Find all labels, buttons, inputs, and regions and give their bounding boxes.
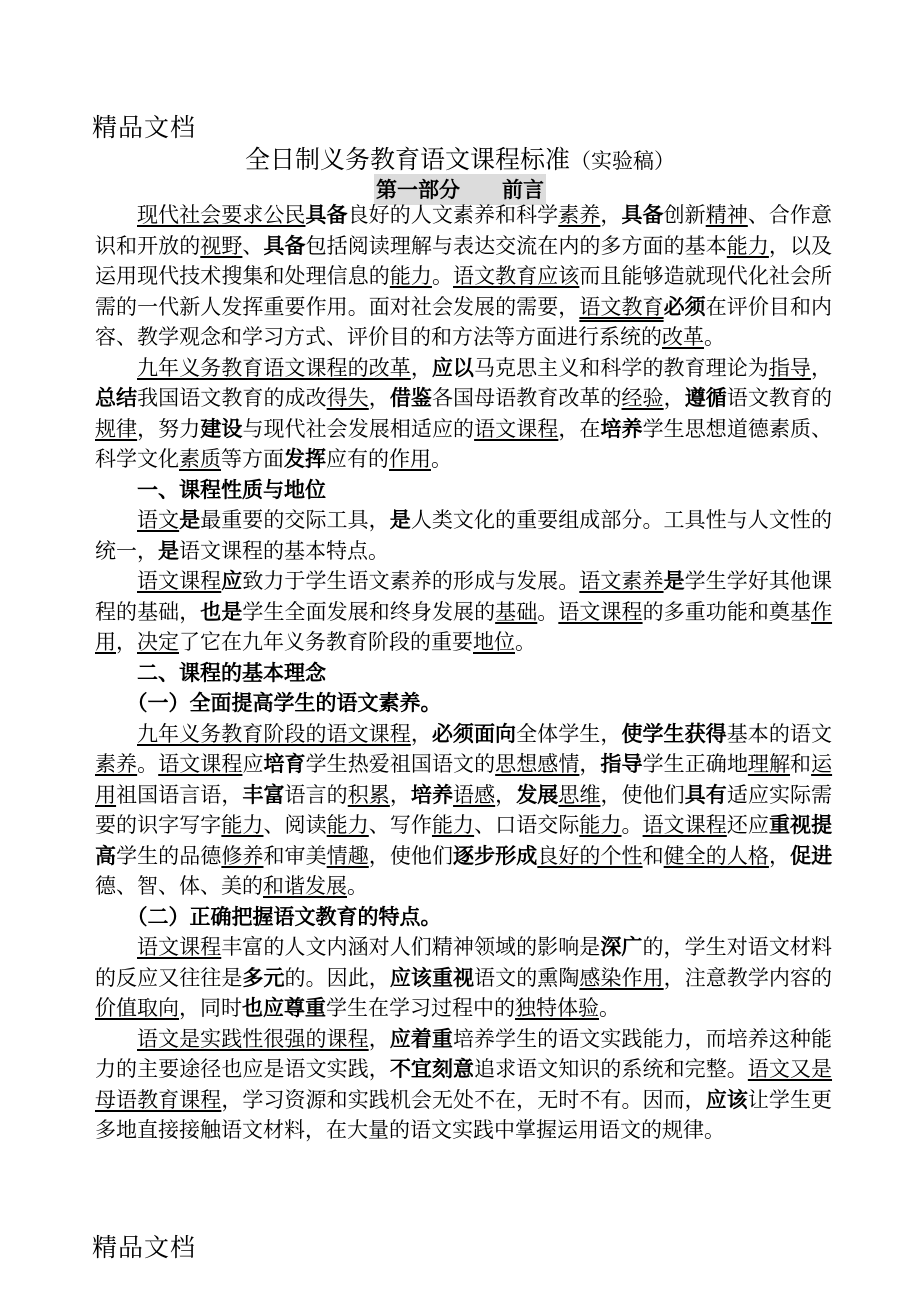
text-run: 最重要的交际工具， xyxy=(200,508,390,532)
text-run: 在评价目和内容、教学观念和学习方式、评价目的和方法等方面进行系统的 xyxy=(95,294,833,349)
emphasis-text: 是 xyxy=(389,507,411,532)
underlined-text: 思维 xyxy=(558,782,601,807)
emphasis-text: 培育 xyxy=(263,751,306,776)
document-body xyxy=(95,200,832,1146)
emphasis-text: 重视提高 xyxy=(95,812,833,868)
emphasis-text: 多元 xyxy=(242,964,285,990)
text-run: ，使他们 xyxy=(368,843,454,868)
underlined-text: 思想感情 xyxy=(495,752,580,776)
watermark-bottom: 精品文档 xyxy=(92,1233,197,1262)
text-run: 。 xyxy=(537,599,559,624)
text-run: 的。因此， xyxy=(284,965,390,990)
underlined-text: 能力 xyxy=(431,813,475,837)
underlined-text: 九年义务教育语文课程的改革 xyxy=(137,355,411,380)
underlined-text: 精神 xyxy=(705,203,748,227)
text-run: 让学生更多地直接接触语文材料，在大量的语文实践中掌握运用语文的规律。 xyxy=(95,1087,833,1142)
text-run: 培养学生的语文实践能力，而培养这种能力的主要途径也应是语文实践， xyxy=(95,1026,832,1081)
paragraph xyxy=(95,719,832,902)
emphasis-text: 借鉴 xyxy=(389,385,432,410)
underlined-text: 素养 xyxy=(95,752,138,776)
underlined-text: 语文课程 xyxy=(642,813,727,837)
underlined-text: 情趣 xyxy=(326,843,369,868)
text-run: ，同时 xyxy=(179,996,242,1020)
underlined-text: 语文 xyxy=(137,508,180,532)
emphasis-text: 应以 xyxy=(431,354,474,380)
text-run: 学生正确地 xyxy=(642,752,748,776)
underlined-text: 基础 xyxy=(495,599,538,624)
underlined-text: 能力 xyxy=(726,233,769,258)
text-run: 。 xyxy=(431,264,454,288)
underlined-text: 经验 xyxy=(621,386,664,410)
underlined-text: 现代社会要求公民 xyxy=(137,203,306,227)
underlined-text: 能力 xyxy=(326,813,369,837)
underlined-text: 得失 xyxy=(326,386,369,410)
text-run: ， xyxy=(410,355,432,380)
underlined-text: 语感 xyxy=(453,782,496,807)
underlined-text: 积累 xyxy=(347,782,390,807)
text-run: 。 xyxy=(599,996,620,1020)
text-run: 追求语文知识的系统和完整。 xyxy=(474,1057,748,1081)
text-run: 、口语交际 xyxy=(474,813,580,837)
text-run: ， xyxy=(600,203,622,227)
text-run: ， xyxy=(368,1026,390,1051)
underlined-text: 语文教育应该 xyxy=(453,264,580,288)
text-run: 。 xyxy=(431,447,452,471)
emphasis-text: 培养 xyxy=(600,415,643,441)
paragraph xyxy=(95,932,832,1024)
text-run: ， xyxy=(768,843,791,868)
section-heading: 二、课程的基本理念 xyxy=(137,659,326,685)
underlined-text: 作用 xyxy=(389,447,431,471)
title-sub: （实验稿） xyxy=(570,149,675,173)
text-run: ，在 xyxy=(558,416,601,441)
text-run: 学生热爱祖国语文的 xyxy=(305,752,496,776)
underlined-text: 素质 xyxy=(179,447,221,471)
text-run: 学生思想道德素质、科学文化 xyxy=(95,416,833,471)
emphasis-text: 遵循 xyxy=(684,385,727,410)
text-run: 。 xyxy=(347,874,368,898)
text-run: 语文课程的基本特点。 xyxy=(179,538,389,563)
text-run: ， xyxy=(811,355,832,380)
underlined-text: 语文课程 xyxy=(137,935,222,959)
text-run: ，注意教学内容的 xyxy=(663,965,833,990)
text-run: 各国母语教育改革的 xyxy=(431,386,622,410)
emphasis-text: 逐步形成 xyxy=(453,842,538,868)
text-run: 学生的品德 xyxy=(116,843,222,868)
underlined-text: 语文素养 xyxy=(579,569,664,593)
emphasis-text: 发挥 xyxy=(284,446,326,471)
underlined-text: 独特体验 xyxy=(515,996,599,1020)
text-run: 良好的人文素养和科学 xyxy=(347,203,559,227)
text-run: ，学习资源和实践机会无处不在，无时不有。因而， xyxy=(221,1087,706,1112)
underlined-text: 语文是实践性很强的课程 xyxy=(137,1026,369,1051)
text-run: ， xyxy=(663,386,685,410)
underlined-text: 语文课程 xyxy=(474,416,559,441)
emphasis-text: 应 xyxy=(221,568,243,593)
underlined-text: 价值取向 xyxy=(95,996,179,1020)
text-run: ，使他们 xyxy=(600,782,685,807)
paragraph xyxy=(95,200,832,353)
text-run: 和审美 xyxy=(263,843,327,868)
text-run: ， xyxy=(389,782,411,807)
underlined-text: 语文课程 xyxy=(158,752,243,776)
underlined-text: 视野 xyxy=(200,233,243,258)
emphasis-text: 总结 xyxy=(95,385,138,410)
text-run: 、阅读 xyxy=(263,813,327,837)
underlined-text: 作用 xyxy=(95,599,833,654)
text-run: 我国语文教育的成改 xyxy=(137,386,327,410)
underlined-text: 语文又是母语教育课程 xyxy=(95,1057,833,1112)
emphasis-text: 指导 xyxy=(600,751,643,776)
emphasis-text: 应着重 xyxy=(389,1025,453,1051)
text-run: ， xyxy=(368,386,390,410)
emphasis-text: 促进 xyxy=(790,842,833,868)
underlined-text: 改革 xyxy=(662,325,704,349)
underlined-text: 修养 xyxy=(221,843,264,868)
text-run: 与现代社会发展相适应的 xyxy=(242,416,475,441)
subsection-heading: （一）全面提高学生的语文素养。 xyxy=(126,690,442,715)
paragraph xyxy=(95,566,832,658)
underlined-text: 运用 xyxy=(95,752,833,807)
paragraph xyxy=(95,1024,832,1146)
text-run: 学生全面发展和终身发展的 xyxy=(242,599,496,624)
paragraph xyxy=(95,353,832,475)
text-run: 、 xyxy=(242,233,264,258)
underlined-text: 能力 xyxy=(221,813,264,837)
emphasis-text: 使学生获得 xyxy=(621,720,727,746)
emphasis-text: 是 xyxy=(158,537,179,563)
text-run: ，以及运用现代技术搜集和处理信息的 xyxy=(95,233,833,288)
underlined-text: 决定 xyxy=(137,630,179,654)
text-run: 而且能够造就现代化社会所需的一代新人发挥重要作用。面对社会发展的需要， xyxy=(95,264,833,319)
text-run: ， xyxy=(495,782,517,807)
emphasis-text: 也是 xyxy=(200,598,243,624)
text-run: ， xyxy=(116,630,137,654)
title-main: 全日制义务教育语文课程标准 xyxy=(244,145,570,174)
underlined-text: 规律 xyxy=(95,416,138,441)
text-run: ，努力 xyxy=(137,416,201,441)
emphasis-text: 必须 xyxy=(663,293,706,319)
text-run: 人类文化的重要组成部分。工具性与人文性的统一， xyxy=(95,508,832,563)
underlined-text: 九年义务教育阶段的语文课程 xyxy=(137,721,411,746)
text-run: 全体学生， xyxy=(516,721,622,746)
emphasis-text: 培养 xyxy=(410,781,454,807)
emphasis-text: 具备 xyxy=(263,232,306,258)
text-run: 学生在学习过程中的 xyxy=(326,996,515,1020)
underlined-text: 语文课程 xyxy=(558,599,643,624)
underlined-text: 能力 xyxy=(389,264,432,288)
underlined-text: 良好的个性 xyxy=(537,843,643,868)
underlined-text: 理解 xyxy=(747,752,791,776)
text-run: 基本的语文 xyxy=(726,721,832,746)
section-heading: 一、课程性质与地位 xyxy=(137,476,326,502)
text-run: 和 xyxy=(642,843,664,868)
underlined-text: 和谐发展 xyxy=(263,874,347,898)
text-run: 语文的熏陶 xyxy=(474,965,580,990)
text-run: 、合作意识和开放的 xyxy=(95,203,832,258)
underlined-text: 素养 xyxy=(558,203,601,227)
text-run: 。 xyxy=(137,752,159,776)
text-run: 还应 xyxy=(726,813,769,837)
text-run: 祖国语言语， xyxy=(116,782,243,807)
emphasis-text: 也应尊重 xyxy=(242,995,326,1020)
subsection-heading: （二）正确把握语文教育的特点。 xyxy=(126,903,442,929)
emphasis-text: 丰富 xyxy=(242,781,285,807)
text-run: 。 xyxy=(704,325,725,349)
text-run: 包括阅读理解与表达交流在内的多方面的基本 xyxy=(305,233,727,258)
underlined-text: 地位 xyxy=(473,630,515,654)
emphasis-text: 是 xyxy=(663,568,685,593)
text-run: 适应实际需要的识字写字 xyxy=(95,782,833,837)
text-run: 语文教育的 xyxy=(726,386,833,410)
text-run: 的多重功能和奠基 xyxy=(642,599,812,624)
text-run: 。 xyxy=(621,813,643,837)
text-run: 丰富的人文内涵对人们精神领域的影响是 xyxy=(221,935,601,959)
text-run: 致力于学生语文素养的形成与发展。 xyxy=(242,569,580,593)
text-run: 创新 xyxy=(663,203,706,227)
emphasis-text: 深广 xyxy=(600,934,643,959)
text-run: 马克思主义和科学的教育理论为 xyxy=(474,355,769,380)
watermark-top: 精品文档 xyxy=(92,113,197,142)
emphasis-text: 发展 xyxy=(516,781,559,807)
underlined-text: 指导 xyxy=(768,355,811,380)
emphasis-text: 是 xyxy=(179,507,201,532)
text-run: 德、智、体、美的 xyxy=(95,874,263,898)
emphasis-text: 不宜刻意 xyxy=(389,1056,475,1081)
underlined-text: 能力 xyxy=(579,813,622,837)
text-run: ， xyxy=(579,752,601,776)
underlined-text: 语文教育 xyxy=(579,294,664,319)
part-heading: 第一部分 前言 xyxy=(374,174,546,205)
text-run: 的，学生对语文材料的反应又往往是 xyxy=(95,935,832,990)
document-title xyxy=(0,140,920,176)
underlined-text: 健全的人格 xyxy=(663,843,769,868)
text-run: 。 xyxy=(515,630,536,654)
emphasis-text: 应该 xyxy=(705,1086,748,1112)
text-run: 了它在九年义务教育阶段的重要 xyxy=(179,630,473,654)
text-run: 、写作 xyxy=(368,813,432,837)
emphasis-text: 必须面向 xyxy=(431,720,517,746)
text-run: 应有的 xyxy=(326,447,389,471)
text-run: 应 xyxy=(242,752,264,776)
emphasis-text: 应该重视 xyxy=(389,964,475,990)
text-run: 学生学好其他课程的基础， xyxy=(95,569,832,624)
text-run: 等方面 xyxy=(221,447,284,471)
text-run: 语言的 xyxy=(284,782,348,807)
text-run: ， xyxy=(410,721,432,746)
emphasis-text: 建设 xyxy=(200,415,243,441)
emphasis-text: 具备 xyxy=(305,202,348,227)
underlined-text: 语文课程 xyxy=(137,569,222,593)
emphasis-text: 具有 xyxy=(684,781,727,807)
paragraph xyxy=(95,505,832,566)
text-run: 和 xyxy=(790,752,812,776)
underlined-text: 感染作用 xyxy=(579,965,664,990)
emphasis-text: 具备 xyxy=(621,202,664,227)
